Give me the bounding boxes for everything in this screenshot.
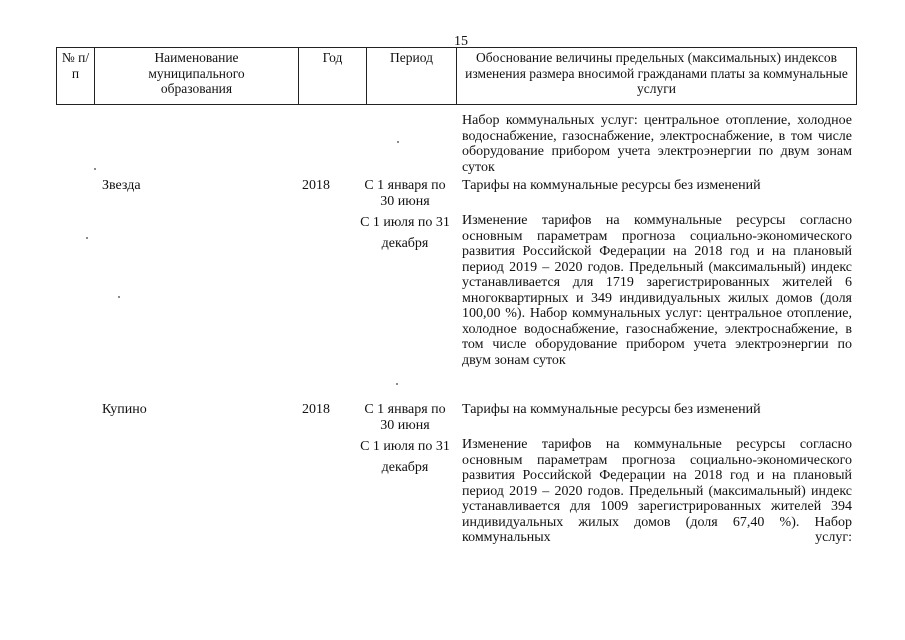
justification-first-half: Тарифы на коммунальные ресурсы без изменений: [462, 178, 761, 193]
period-second-half: С 1 июля по 31 декабря: [360, 439, 450, 475]
period-second-half: С 1 июля по 31 декабря: [360, 215, 450, 251]
row-year: 2018: [302, 402, 330, 417]
header-col-name: Наименование муниципального образования: [95, 48, 299, 105]
period-first-half: С 1 января по 30 июня: [364, 178, 446, 209]
justification-first-half: Тарифы на коммунальные ресурсы без изменений: [462, 402, 761, 417]
municipality-name: Звезда: [102, 178, 141, 193]
header-col-period: Период: [367, 48, 457, 105]
row-year: 2018: [302, 178, 330, 193]
header-col-year: Год: [299, 48, 367, 105]
header-col-justification: Обоснование величины предельных (максимальных) индексов изменения размера вносимой гражданами платы за коммунальные услуги: [457, 48, 857, 105]
justification-second-half: Изменение тарифов на коммунальные ресурсы согласно основным параметрам прогноза социально-экономического развития Российской Федерации на 2018 год и на плановый период 2019 – 2020 годов. Предельный (максимальный) индекс устанавливается для 1719 зарегистрированных жителей 6 многоквартирных и 349 индивидуальных жилых домов (доля 100,00 %). Набор коммунальных услуг: центральное отопление, холодное водоснабжение, газоснабжение, электроснабжение, в том числе оборудование прибором учета электроэнергии по двум зонам суток: [462, 213, 852, 368]
scan-speck: [86, 237, 88, 239]
scan-speck: [396, 383, 398, 385]
municipality-name: Купино: [102, 402, 147, 417]
continuation-text: Набор коммунальных услуг: центральное отопление, холодное водоснабжение, газоснабжение, электроснабжение, в том числе оборудование прибором учета электроэнергии по двум зонам суток: [462, 113, 852, 175]
period-first-half: С 1 января по 30 июня: [364, 402, 446, 433]
page-number: 15: [454, 34, 468, 49]
justification-second-half: Изменение тарифов на коммунальные ресурсы согласно основным параметрам прогноза социально-экономического развития Российской Федерации на 2018 год и на плановый период 2019 – 2020 годов. Предельный (максимальный) индекс устанавливается для 1009 зарегистрированных жителей 394 индивидуальных жилых домов (доля 67,40 %). Набор коммунальных услуг:: [462, 437, 852, 545]
scan-speck: [94, 168, 96, 170]
scan-speck: [397, 141, 399, 143]
scan-speck: [118, 296, 120, 298]
header-col-number: № п/п: [57, 48, 95, 105]
table-header: [56, 47, 857, 105]
